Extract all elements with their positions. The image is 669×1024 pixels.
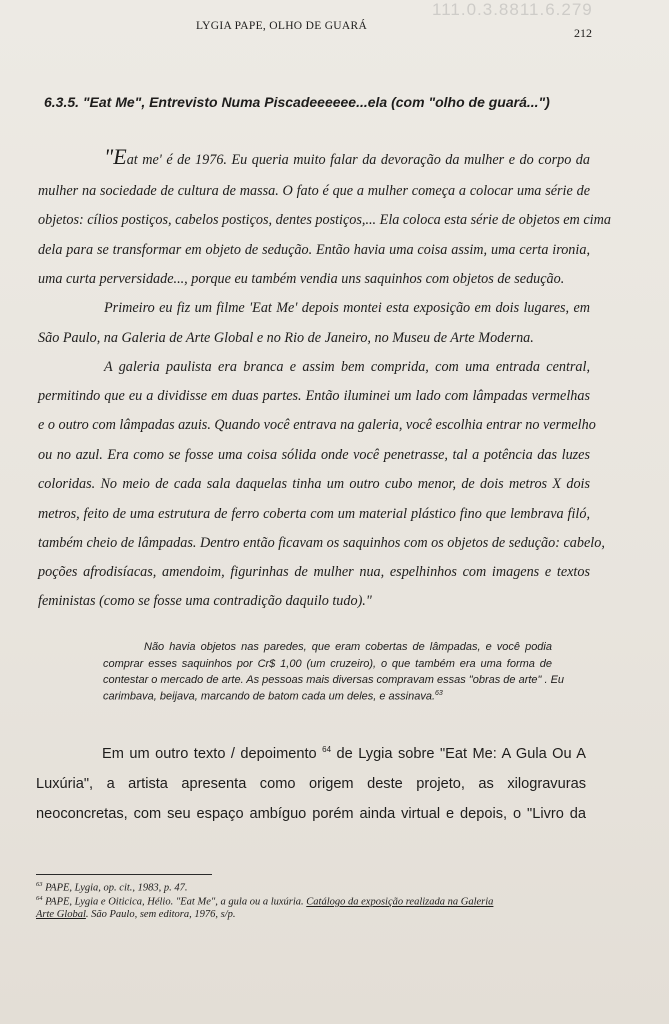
quote-line-2: mulher na sociedade de cultura de massa. O fato é que a mulher começa a colocar uma série de [38,183,590,199]
footnote-catalog-title: Catálogo da exposição realizada na Galeria [306,896,494,908]
quote-line-4: dela para se transformar em objeto de sedução. Então havia uma coisa assim, uma certa ironia, [38,242,590,258]
body-line-2: Luxúria", a artista apresenta como origem deste projeto, as xilogravuras [36,776,586,792]
running-head: LYGIA PAPE, OLHO DE GUARÁ [196,20,368,32]
drop-cap: E [113,144,127,169]
quote-line-5: uma curta perversidade..., porque eu também vendia uns saquinhos com objetos de sedução. [38,271,565,287]
quote-line-16: feministas (como se fosse uma contradição daquilo tudo)." [38,593,372,609]
quote-line-7: São Paulo, na Galeria de Arte Global e no Rio de Janeiro, no Museu de Arte Moderna. [38,330,534,346]
quote-line-9: permitindo que eu a dividisse em duas partes. Então iluminei um lado com lâmpadas vermelhas [38,388,590,404]
footnote-number: 64 [36,895,43,902]
quote-line-14: também cheio de lâmpadas. Dentro então ficavam os saquinhos com os objetos de sedução: cabelo, [38,535,605,551]
small-quote-line-2: comprar esses saquinhos por Cr$ 1,00 (um cruzeiro), o que também era uma forma de [103,658,552,670]
footnote-gallery-name: Arte Global [36,909,86,920]
footnote-64-continued [36,909,236,920]
quote-line-15: poções afrodisíacas, amendoim, figurinhas de mulher nua, espelhinhos com imagens e textos [38,564,590,580]
footnote-ref-63: 63 [435,690,443,697]
quote-line-6: Primeiro eu fiz um filme 'Eat Me' depois montei esta exposição em dois lugares, em [104,300,590,316]
footnote-text: . São Paulo, sem editora, 1976, s/p. [85,909,236,920]
small-quote-line-4 [103,690,443,703]
small-quote-text: carimbava, beijava, marcando de batom cada um deles, e assinava. [103,690,436,703]
footnote-text: PAPE, Lygia e Oiticica, Hélio. "Eat Me", a gula ou a luxúria. [45,896,307,908]
footnote-number: 63 [36,881,43,888]
quote-line-1 [104,146,590,168]
quote-line-11: ou no azul. Era como se fosse uma coisa sólida onde você penetrasse, tal a potência das luzes [38,447,590,463]
quote-line-text: at me' é de 1976. Eu queria muito falar da devoração da mulher e do corpo da [126,152,590,168]
quote-line-12: coloridas. No meio de cada sala daquelas tinha um outro cubo menor, de dois metros X dois [38,476,590,492]
body-text: Em um outro texto / depoimento [102,745,323,762]
body-line-1 [102,745,586,762]
archive-stamp: 111.0.3.8811.6.279 [432,0,593,19]
footnote-64 [36,895,493,908]
quote-line-3: objetos: cílios postiços, cabelos postiços, dentes postiços,... Ela coloca esta série de objetos em cima [38,212,611,228]
body-line-3: neoconcretas, com seu espaço ambíguo porém ainda virtual e depois, o "Livro da [36,806,586,822]
footnote-ref-64: 64 [322,745,332,754]
page-number: 212 [574,26,592,40]
body-text: de Lygia sobre "Eat Me: A Gula Ou A [331,745,587,762]
footnote-rule [36,874,212,875]
small-quote-line-1: Não havia objetos nas paredes, que eram cobertas de lâmpadas, e você podia [144,641,552,653]
quote-line-10: e o outro com lâmpadas azuis. Quando você entrava na galeria, você escolhia entrar no vermelho [38,417,596,433]
quote-line-8: A galeria paulista era branca e assim bem comprida, com uma entrada central, [104,359,590,375]
section-heading: 6.3.5. "Eat Me", Entrevisto Numa Piscadeeeeee...ela (com "olho de guará...") [44,94,550,110]
footnote-63 [36,881,188,894]
quote-line-13: metros, feito de uma estrutura de ferro coberta com um material plástico fino que lembrava filó, [38,506,590,522]
footnote-text: PAPE, Lygia, op. cit., 1983, p. 47. [45,882,188,894]
small-quote-line-3: contestar o mercado de arte. As pessoas mais diversas compravam essas "obras de arte" . Eu [103,674,565,686]
quote-open-mark: " [104,144,114,169]
